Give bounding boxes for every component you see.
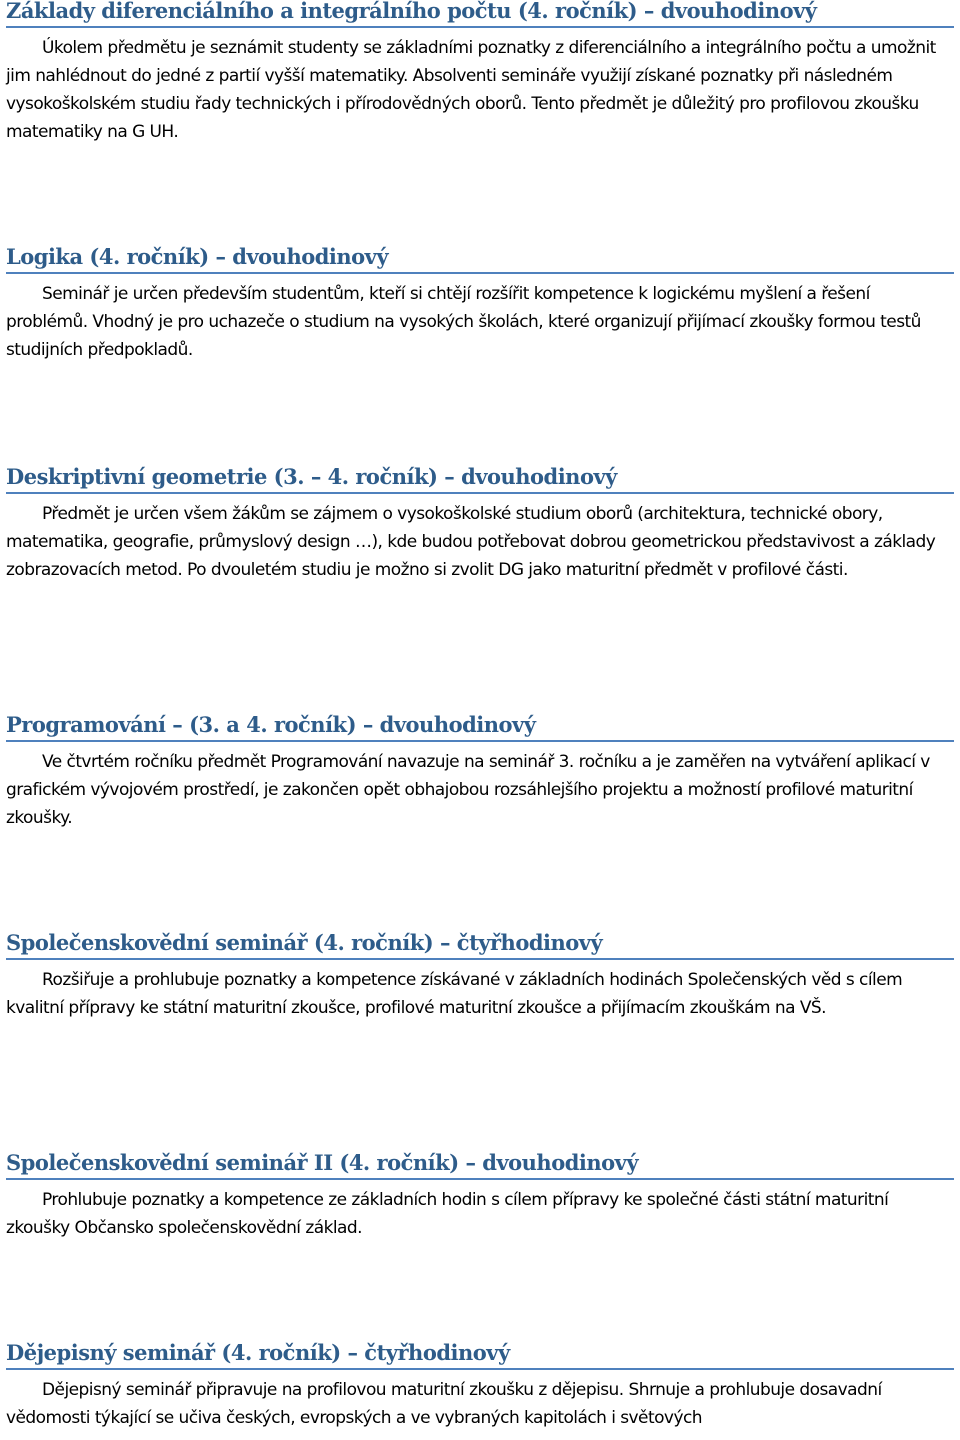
- section-heading: Společenskovědní seminář (4. ročník) – čtyřhodinový: [6, 928, 954, 960]
- section-programming: [6, 710, 954, 832]
- section-social-science: [6, 928, 954, 1022]
- section-description: Dějepisný seminář připravuje na profilovou maturitní zkoušku z dějepisu. Shrnuje a prohlubuje dosavadní vědomosti týkající se učiva českých, evropských a ve vybraných kapitolách i světových: [6, 1380, 882, 1428]
- section-heading: Deskriptivní geometrie (3. – 4. ročník) – dvouhodinový: [6, 462, 954, 494]
- section-description: Ve čtvrtém ročníku předmět Programování navazuje na seminář 3. ročníku a je zaměřen na vytváření aplikací v grafickém vývojovém prostředí, je zakončen opět obhajobou rozsáhlejšího projektu a možností profilové maturitní zkoušky.: [6, 752, 930, 828]
- section-description: Úkolem předmětu je seznámit studenty se základními poznatky z diferenciálního a integrálního počtu a umožnit jim nahlédnout do jedné z partií vyšší matematiky. Absolventi semináře využijí získané poznatky při následném vysokoškolském studiu řady technických i přírodovědných oborů. Tento předmět je důležitý pro profilovou zkoušku matematiky na G UH.: [6, 38, 936, 142]
- section-heading: Logika (4. ročník) – dvouhodinový: [6, 242, 954, 274]
- section-description: Rozšiřuje a prohlubuje poznatky a kompetence získávané v základních hodinách Společenských věd s cílem kvalitní přípravy ke státní maturitní zkoušce, profilové maturitní zkoušce a přijímacím zkouškám na VŠ.: [6, 970, 903, 1018]
- section-description: Seminář je určen především studentům, kteří si chtějí rozšířit kompetence k logickému myšlení a řešení problémů. Vhodný je pro uchazeče o studium na vysokých školách, které organizují přijímací zkoušky formou testů studijních předpokladů.: [6, 284, 921, 360]
- section-logic: [6, 242, 954, 364]
- section-history: [6, 1338, 954, 1432]
- section-social-science-ii: [6, 1148, 954, 1242]
- section-descriptive-geometry: [6, 462, 954, 584]
- section-description: Prohlubuje poznatky a kompetence ze základních hodin s cílem přípravy ke společné části státní maturitní zkoušky Občansko společenskovědní základ.: [6, 1190, 889, 1238]
- section-heading: Dějepisný seminář (4. ročník) – čtyřhodinový: [6, 1338, 954, 1370]
- section-calculus: [6, 0, 954, 146]
- section-heading: Programování – (3. a 4. ročník) – dvouhodinový: [6, 710, 954, 742]
- section-heading: Společenskovědní seminář II (4. ročník) – dvouhodinový: [6, 1148, 954, 1180]
- section-heading: Základy diferenciálního a integrálního počtu (4. ročník) – dvouhodinový: [6, 0, 954, 28]
- section-description: Předmět je určen všem žákům se zájmem o vysokoškolské studium oborů (architektura, technické obory, matematika, geografie, průmyslový design …), kde budou potřebovat dobrou geometrickou představivost a základy zobrazovacích metod. Po dvouletém studiu je možno si zvolit DG jako maturitní předmět v profilové části.: [6, 504, 936, 580]
